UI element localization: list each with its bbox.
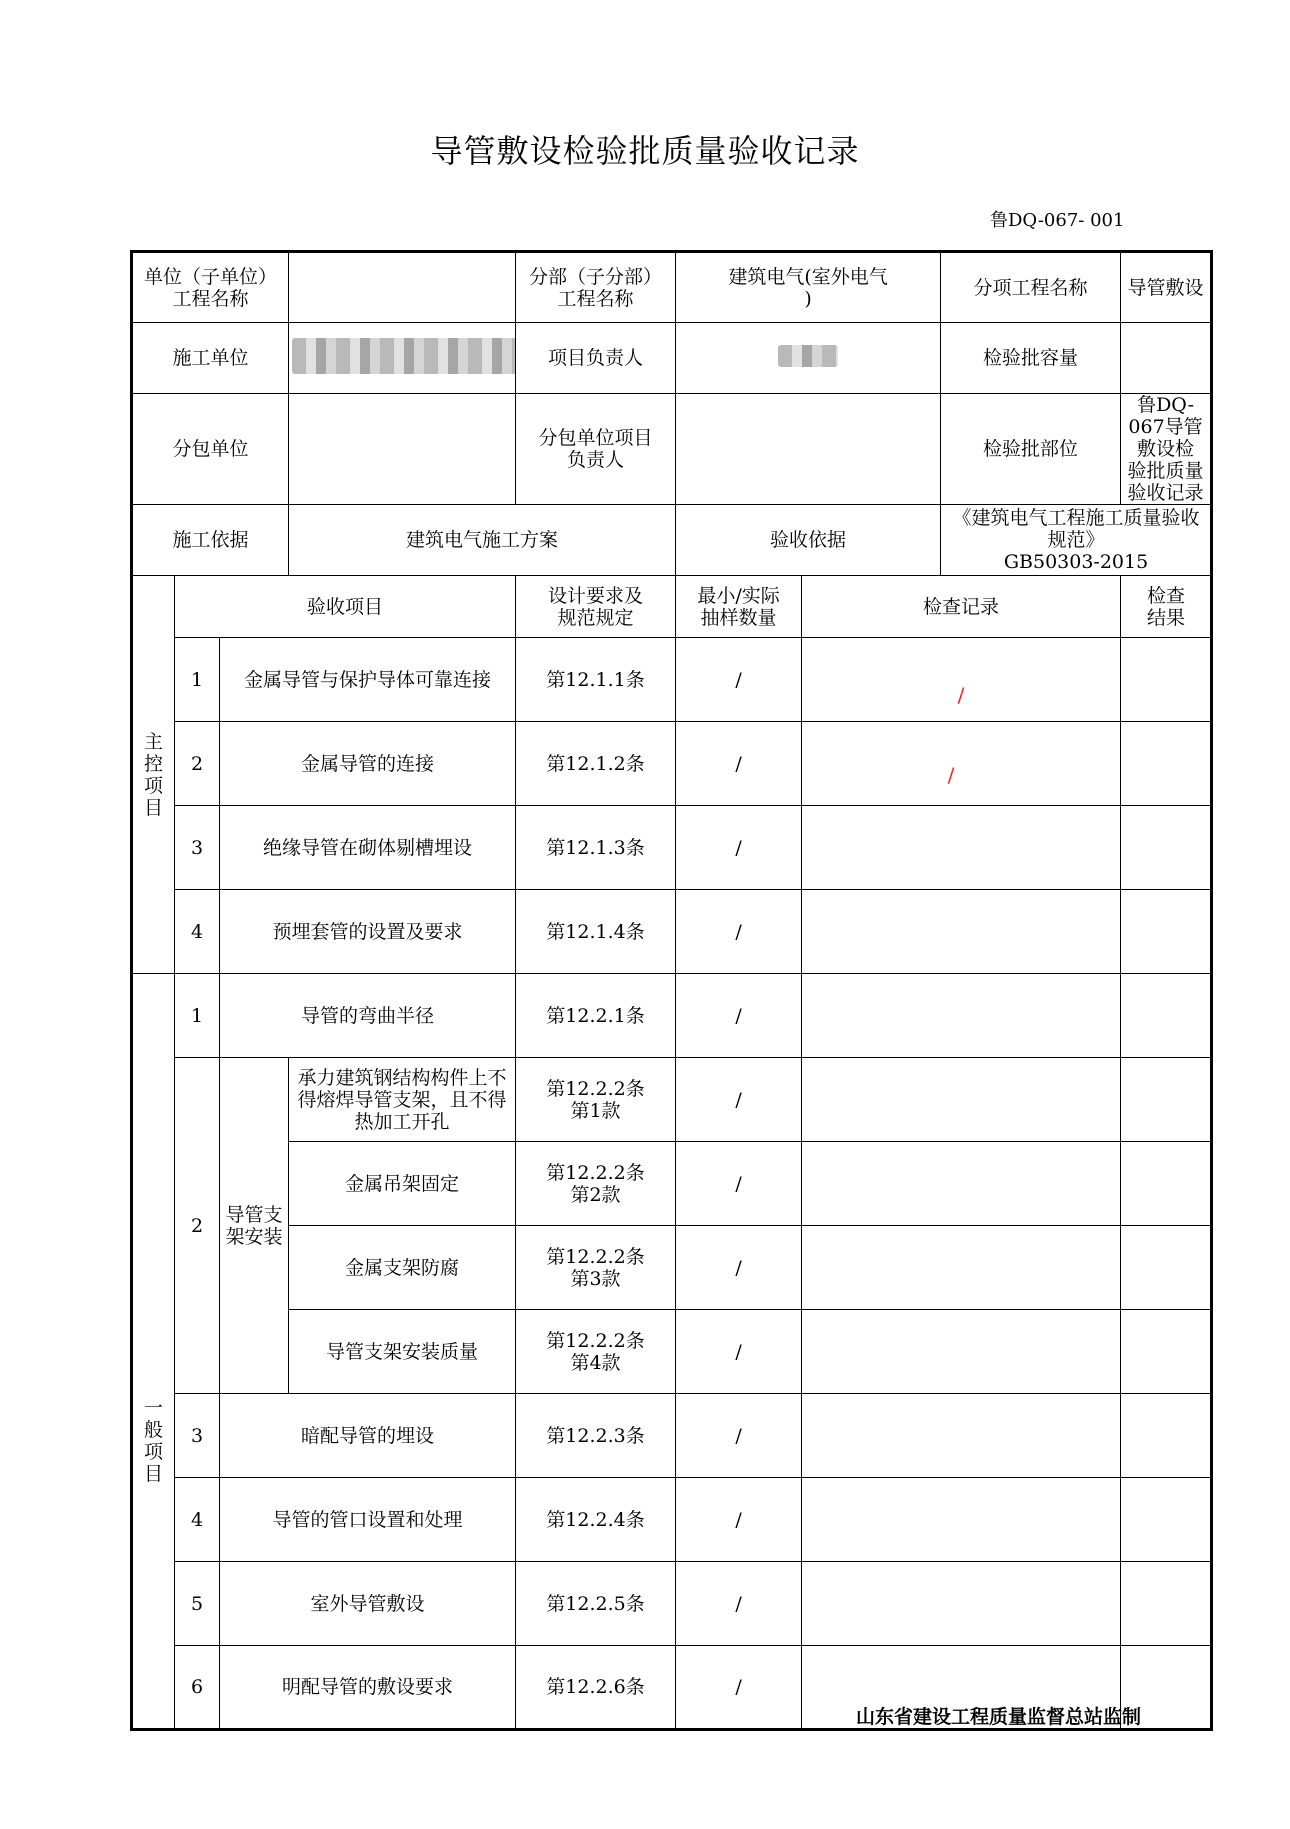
table-row: [132, 1058, 1212, 1142]
item-result: [1121, 806, 1212, 890]
item-record: /: [802, 638, 1121, 722]
item-record: [802, 890, 1121, 974]
table-row: [132, 1478, 1212, 1562]
item-no: 3: [175, 1394, 220, 1478]
item-clause: 第12.2.2条 第3款: [516, 1226, 676, 1310]
item-name: 导管的弯曲半径: [220, 974, 516, 1058]
item-result: [1121, 1226, 1212, 1310]
col-result-header: 检查 结果: [1121, 576, 1212, 638]
item-name: 室外导管敷设: [220, 1562, 516, 1646]
item-sample: /: [676, 890, 802, 974]
batch-capacity-value: [1121, 323, 1212, 394]
item-clause: 第12.2.5条: [516, 1562, 676, 1646]
table-row: [132, 1562, 1212, 1646]
header-row-1: [132, 252, 1212, 323]
item-record: [802, 974, 1121, 1058]
acceptance-basis-value: 《建筑电气工程施工质量验收规范》 GB50303-2015: [941, 505, 1212, 576]
col-record-header: 检查记录: [802, 576, 1121, 638]
item-sample: /: [676, 638, 802, 722]
table-row: [132, 890, 1212, 974]
item-record: /: [802, 722, 1121, 806]
item-result: [1121, 890, 1212, 974]
table-row: [132, 1142, 1212, 1226]
item-sample: /: [676, 1478, 802, 1562]
item-name: 导管支架安装质量: [289, 1310, 516, 1394]
acceptance-basis-label: 验收依据: [676, 505, 941, 576]
item-name: 预埋套管的设置及要求: [220, 890, 516, 974]
item-record: [802, 1478, 1121, 1562]
item-sample: /: [676, 1310, 802, 1394]
batch-location-label: 检验批部位: [941, 394, 1121, 505]
item-clause: 第12.2.3条: [516, 1394, 676, 1478]
item-clause: 第12.2.6条: [516, 1646, 676, 1730]
item-result: [1121, 1394, 1212, 1478]
division-label: 分部（子分部） 工程名称: [516, 252, 676, 323]
item-sample: /: [676, 1226, 802, 1310]
item-name: 金属支架防腐: [289, 1226, 516, 1310]
item-sample: /: [676, 806, 802, 890]
main-group-label: 主控项目: [132, 576, 175, 974]
acceptance-record-table: [130, 250, 1213, 1731]
item-value: 导管敷设: [1121, 252, 1212, 323]
header-row-2: [132, 323, 1212, 394]
table-row: [132, 974, 1212, 1058]
general-group-label: 一般项目: [132, 974, 175, 1730]
item-clause: 第12.1.2条: [516, 722, 676, 806]
item-no: 4: [175, 1478, 220, 1562]
basis-label: 施工依据: [132, 505, 289, 576]
item-no: 1: [175, 974, 220, 1058]
item-result: [1121, 722, 1212, 806]
item-no: 5: [175, 1562, 220, 1646]
item-result: [1121, 638, 1212, 722]
item-name: 金属导管与保护导体可靠连接: [220, 638, 516, 722]
table-row: [132, 722, 1212, 806]
unit-label: 单位（子单位） 工程名称: [132, 252, 289, 323]
item-result: [1121, 1142, 1212, 1226]
redacted-contractor: [292, 338, 516, 374]
item-clause: 第12.1.4条: [516, 890, 676, 974]
header-row-4: [132, 505, 1212, 576]
redacted-pm: [778, 345, 838, 367]
item-name: 明配导管的敷设要求: [220, 1646, 516, 1730]
sub-value: [289, 394, 516, 505]
item-name: 暗配导管的埋设: [220, 1394, 516, 1478]
item-clause: 第12.2.1条: [516, 974, 676, 1058]
item-clause: 第12.2.2条 第2款: [516, 1142, 676, 1226]
item-sample: /: [676, 1394, 802, 1478]
table-row: [132, 806, 1212, 890]
item-record: [802, 806, 1121, 890]
item-result: [1121, 1562, 1212, 1646]
item-name: 导管的管口设置和处理: [220, 1478, 516, 1562]
item-record: [802, 1058, 1121, 1142]
item-sample: /: [676, 1142, 802, 1226]
footer-issuer: 山东省建设工程质量监督总站监制: [856, 1706, 1142, 1728]
table-row: [132, 1394, 1212, 1478]
pm-value: [676, 323, 941, 394]
item-no: 6: [175, 1646, 220, 1730]
table-row: [132, 638, 1212, 722]
item-no: 1: [175, 638, 220, 722]
division-value: 建筑电气(室外电气 ): [676, 252, 941, 323]
table-row: [132, 1226, 1212, 1310]
item-no: 2: [175, 722, 220, 806]
batch-capacity-label: 检验批容量: [941, 323, 1121, 394]
pm-label: 项目负责人: [516, 323, 676, 394]
contractor-label: 施工单位: [132, 323, 289, 394]
item-sample: /: [676, 1646, 802, 1730]
form-code: 鲁DQ-067- 001: [990, 210, 1125, 231]
batch-location-value: 鲁DQ-067导管敷设检 验批质量验收记录: [1121, 394, 1212, 505]
basis-value: 建筑电气施工方案: [289, 505, 676, 576]
item-sample: /: [676, 722, 802, 806]
item-name: 承力建筑钢结构构件上不 得熔焊导管支架，且不得 热加工开孔: [289, 1058, 516, 1142]
item-no: 3: [175, 806, 220, 890]
item-sample: /: [676, 1562, 802, 1646]
item-label: 分项工程名称: [941, 252, 1121, 323]
contractor-value: [289, 323, 516, 394]
item-result: [1121, 974, 1212, 1058]
unit-value: [289, 252, 516, 323]
item-record: [802, 1142, 1121, 1226]
item-clause: 第12.1.3条: [516, 806, 676, 890]
item-no: 2: [175, 1058, 220, 1394]
item-name: 金属吊架固定: [289, 1142, 516, 1226]
sub-group-label: 导管支 架安装: [220, 1058, 289, 1394]
item-clause: 第12.1.1条: [516, 638, 676, 722]
item-result: [1121, 1478, 1212, 1562]
column-header-row: [132, 576, 1212, 638]
item-clause: 第12.2.2条 第4款: [516, 1310, 676, 1394]
item-record: [802, 1310, 1121, 1394]
sub-pm-value: [676, 394, 941, 505]
item-result: [1121, 1310, 1212, 1394]
col-item-header: 验收项目: [175, 576, 516, 638]
page-title: 导管敷设检验批质量验收记录: [430, 132, 860, 170]
sub-label: 分包单位: [132, 394, 289, 505]
item-no: 4: [175, 890, 220, 974]
item-sample: /: [676, 974, 802, 1058]
col-design-header: 设计要求及 规范规定: [516, 576, 676, 638]
item-sample: /: [676, 1058, 802, 1142]
item-result: [1121, 1058, 1212, 1142]
sub-pm-label: 分包单位项目 负责人: [516, 394, 676, 505]
item-record: [802, 1562, 1121, 1646]
item-record: [802, 1394, 1121, 1478]
table-row: [132, 1310, 1212, 1394]
col-sample-header: 最小/实际 抽样数量: [676, 576, 802, 638]
item-name: 绝缘导管在砌体剔槽埋设: [220, 806, 516, 890]
item-clause: 第12.2.4条: [516, 1478, 676, 1562]
header-row-3: [132, 394, 1212, 505]
item-record: [802, 1226, 1121, 1310]
item-name: 金属导管的连接: [220, 722, 516, 806]
item-clause: 第12.2.2条 第1款: [516, 1058, 676, 1142]
